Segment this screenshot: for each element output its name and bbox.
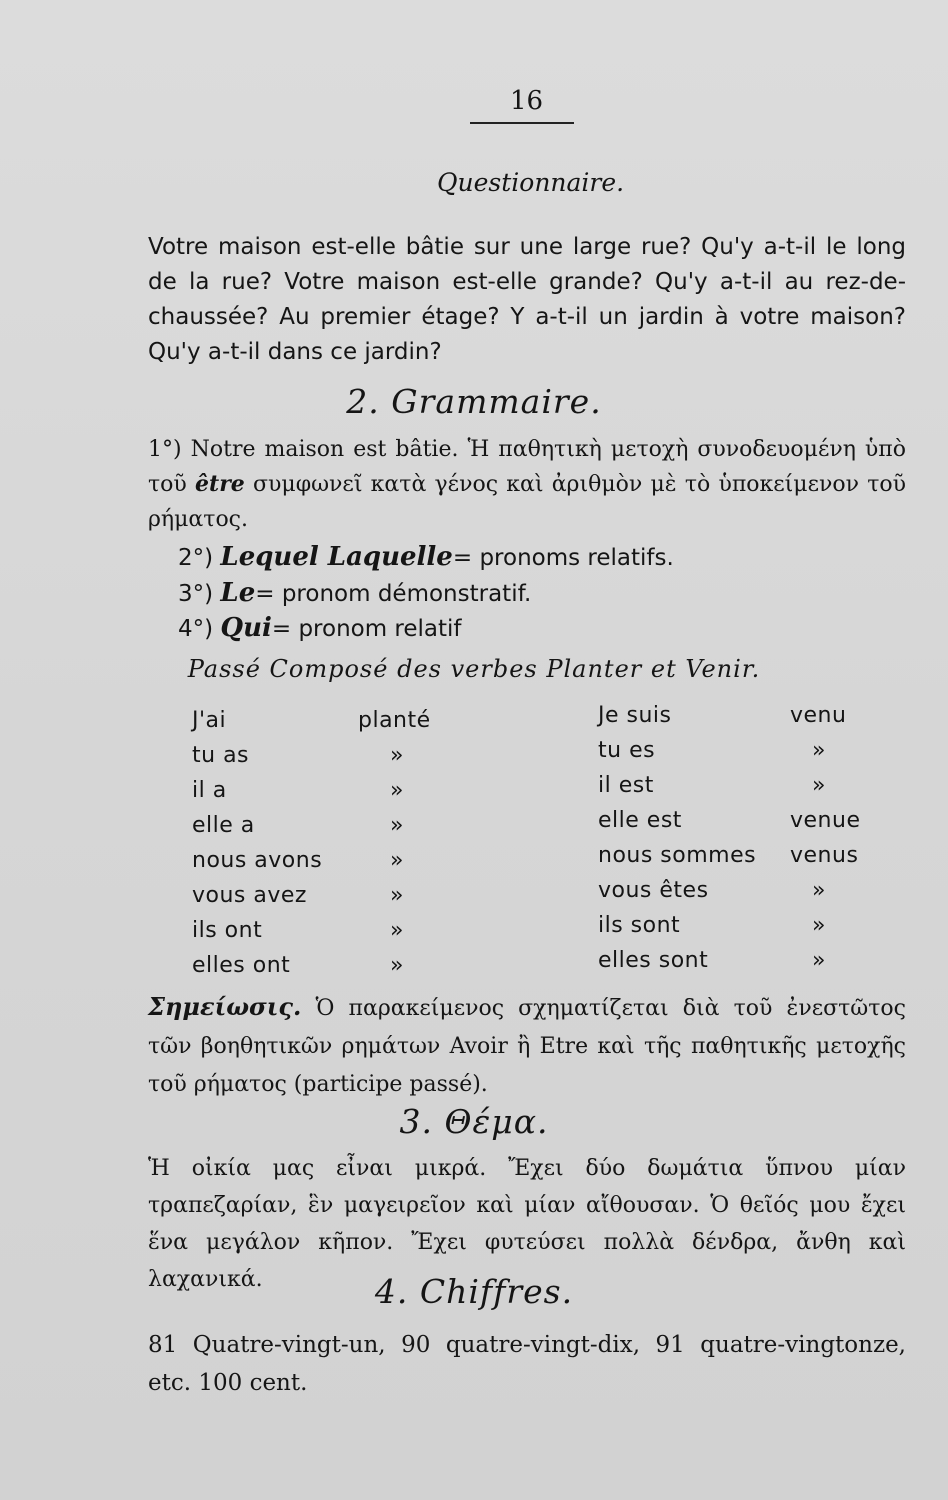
item-2-number: 2°)	[178, 545, 214, 571]
item-1-emphasis: être	[195, 471, 245, 497]
chiffres-text: 81 Quatre-vingt-un, 90 quatre-vingt-dix, 91 quatre-vingtonze, etc. 100 cent.	[148, 1332, 906, 1396]
planter-participle: »	[390, 778, 404, 803]
venir-pronoun: Je suis	[598, 703, 672, 728]
venir-participle: venue	[790, 808, 861, 833]
grammaire-item-1	[148, 432, 906, 537]
venir-pronoun: vous êtes	[598, 878, 709, 903]
item-2-definition: = pronoms relatifs.	[452, 545, 674, 571]
planter-pronoun: tu as	[192, 743, 250, 768]
planter-participle: »	[390, 883, 404, 908]
grammar-note	[148, 988, 906, 1104]
page-number-rule	[470, 122, 574, 124]
venir-pronoun: ils sont	[598, 913, 681, 938]
grammaire-item-2	[178, 542, 674, 572]
venir-participle: venu	[790, 703, 847, 728]
grammaire-heading: 2. Grammaire.	[346, 382, 602, 421]
venir-participle: »	[812, 773, 826, 798]
item-2-term: Lequel Laquelle	[220, 542, 453, 572]
conjugation-title: Passé Composé des verbes Planter et Venir.	[187, 655, 761, 683]
thema-text: Ἡ οἰκία μας εἶναι μικρά. Ἔχει δύο δωμάτια ὕπνου μίαν τραπεζαρίαν, ἓν μαγειρεῖον καὶ μίαν αἴθουσαν. Ὁ θεῖός μου ἔχει ἕνα μεγάλον κῆπον. Ἔχει φυτεύσει πολλὰ δένδρα, ἄνθη καὶ λαχανικά.	[148, 1156, 906, 1292]
chiffres-heading: 4. Chiffres.	[374, 1272, 574, 1311]
planter-pronoun: J'ai	[192, 708, 227, 733]
planter-participle: planté	[358, 708, 431, 733]
venir-pronoun: elle est	[598, 808, 682, 833]
page-number: 16	[510, 86, 544, 116]
venir-pronoun: tu es	[598, 738, 656, 763]
grammaire-item-4	[178, 613, 462, 643]
questionnaire-text: Votre maison est-elle bâtie sur une large rue? Qu'y a-t-il le long de la rue? Votre maison est-elle grande? Qu'y a-t-il au rez-de-chaussée? Au premier étage? Y a-t-il un jardin à votre maison? Qu'y a-t-il dans ce jardin?	[148, 234, 906, 365]
planter-pronoun: nous avons	[192, 848, 323, 873]
thema-heading: 3. Θέμα.	[399, 1102, 549, 1141]
venir-participle: »	[812, 738, 826, 763]
planter-participle: »	[390, 813, 404, 838]
item-3-term: Le	[220, 578, 256, 608]
venir-participle: »	[812, 913, 826, 938]
item-3-definition: = pronom démonstratif.	[255, 581, 532, 607]
questionnaire-title: Questionnaire.	[437, 168, 625, 197]
note-text: Ὁ παρακείμενος σχηματίζεται διὰ τοῦ ἐνεστῶτος τῶν βοηθητικῶν ρημάτων Avoir ἢ Etre καὶ τῆς παθητικῆς μετοχῆς τοῦ ρήματος (participe passé).	[148, 996, 906, 1097]
venir-participle: »	[812, 878, 826, 903]
item-1-text-before: Notre maison est bâtie. Ἡ παθητικὴ μετοχὴ συνοδευομένη ὑπὸ τοῦ	[148, 437, 907, 497]
venir-pronoun: il est	[598, 773, 654, 798]
item-1-number: 1°)	[148, 437, 182, 462]
item-4-definition: = pronom relatif	[271, 616, 462, 642]
planter-participle: »	[390, 848, 404, 873]
planter-pronoun: il a	[192, 778, 227, 803]
planter-pronoun: elle a	[192, 813, 255, 838]
planter-pronoun: vous avez	[192, 883, 307, 908]
planter-participle: »	[390, 918, 404, 943]
planter-participle: »	[390, 743, 404, 768]
note-label: Σημείωσις.	[148, 992, 302, 1021]
venir-pronoun: nous sommes	[598, 843, 757, 868]
grammaire-item-3	[178, 578, 531, 608]
venir-participle: venus	[790, 843, 859, 868]
item-1-text-after: συμφωνεῖ κατὰ γένος καὶ ἀριθμὸν μὲ τὸ ὑποκείμενον τοῦ ρήματος.	[148, 472, 907, 532]
planter-pronoun: ils ont	[192, 918, 263, 943]
venir-participle: »	[812, 948, 826, 973]
venir-pronoun: elles sont	[598, 948, 709, 973]
item-4-number: 4°)	[178, 616, 214, 642]
planter-participle: »	[390, 953, 404, 978]
planter-pronoun: elles ont	[192, 953, 291, 978]
item-3-number: 3°)	[178, 581, 214, 607]
item-4-term: Qui	[220, 613, 272, 643]
